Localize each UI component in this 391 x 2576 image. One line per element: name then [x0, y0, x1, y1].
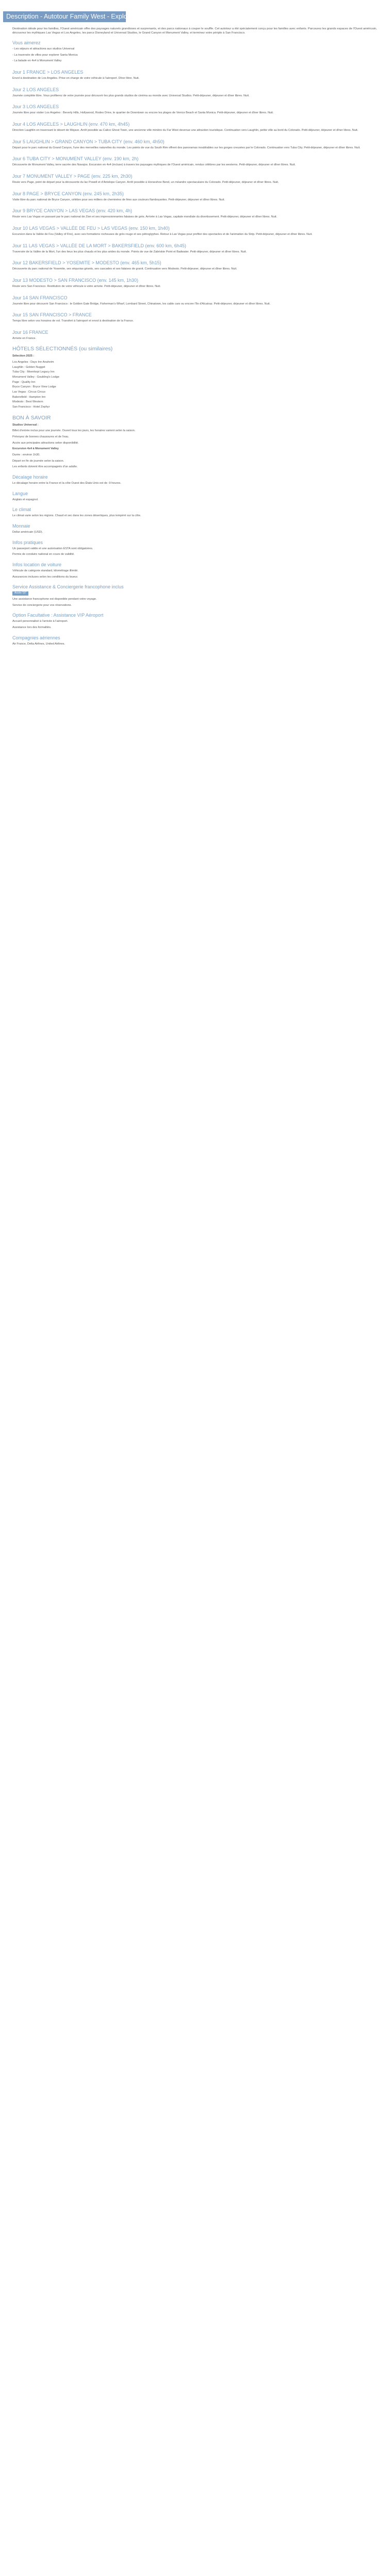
good-to-know-paragraph: Prévoyez de bonnes chaussures et de l'eau.: [12, 435, 69, 438]
day-text: Visite libre du parc national de Bryce Canyon, célèbre pour ses milliers de cheminées de fées aux couleurs flamboyantes. Petit-déjeuner, déjeuner et dîner libres. Nuit.: [12, 198, 225, 201]
day-text: Arrivée en France.: [12, 336, 37, 340]
good-to-know-paragraph: Accès aux principales attractions selon disponibilité.: [12, 441, 79, 445]
excursion-paragraph: Départ en fin de journée selon la saison.: [12, 459, 64, 463]
assistance-paragraph: Une assistance francophone est disponible pendant votre voyage.: [12, 597, 97, 601]
day-text: Départ pour le parc national du Grand Canyon, l'une des merveilles naturelles du monde. Les points de vue du South Rim offrent des panoramas inoubliables sur les gorges creusées par le Colorado. Continuation vers Tuba City. Petit-déjeuner, déjeuner et dîner libres. Nuit.: [12, 146, 361, 149]
vip-option-heading: Option Facultative : Assistance VIP Aéroport: [12, 613, 104, 618]
excursion-paragraph: Durée : environ 1h30.: [12, 453, 40, 456]
hotel-item: Las Vegas : Circus Circus: [12, 391, 46, 394]
day-text: Route vers Page, point de départ pour la découverte du lac Powell et d'Antelope Canyon. Arrêt possible à Horseshoe Bend, un méandre spectaculaire du Colorado. Petit-déjeuner, déjeuner et dîner libres. Nuit.: [12, 180, 279, 184]
hotel-item: Los Angeles : Days Inn Anaheim: [12, 361, 54, 364]
climate-text: Le climat varie selon les régions. Chaud et sec dans les zones désertiques, plus tempéré sur la côte.: [12, 514, 141, 518]
hotel-item: Monument Valley : Goulding's Lodge: [12, 376, 59, 379]
day-title: Jour 8 PAGE > BRYCE CANYON (env. 245 km, 2h35): [12, 191, 124, 196]
day-title: Jour 1 FRANCE > LOS ANGELES: [12, 69, 84, 75]
hotel-item: Bakersfield : Hampton Inn: [12, 395, 46, 399]
page-title: Description - Autotour Family West - Explorateur - STD - 16J/14N: [6, 13, 192, 20]
vip-option-paragraph: Accueil personnalisé à l'arrivée à l'aéroport.: [12, 620, 68, 623]
hotels-subtitle: Sélection 2025 :: [12, 354, 35, 358]
day-text: Découverte de Monument Valley, terre sacrée des Navajos. Excursion en 4x4 (incluse) à travers les paysages mythiques de l'Ouest américain, rendus célèbres par les westerns. Petit-déjeuner, déjeuner et dîner libres. Nuit.: [12, 163, 296, 167]
day-text: Excursion dans la Vallée de Feu (Valley of Fire), avec ses formations rocheuses de grès rouge et ses pétroglyphes. Retour à Las Vegas pour profiter des spectacles et de l'animation du Strip. Petit-déjeuner, déjeuner et dîner libres. Nuit.: [12, 232, 313, 236]
hotel-item: Laughlin : Golden Nugget: [12, 365, 45, 369]
hotel-item: San Francisco : Hotel Zephyr: [12, 405, 50, 409]
highlights-heading: Vous aimerez: [12, 40, 41, 45]
hotel-item: Modesto : Best Western: [12, 400, 43, 404]
day-text: Temps libre selon vos horaires de vol. Transfert à l'aéroport et envol à destination de la France.: [12, 319, 134, 323]
language-text: Anglais et espagnol.: [12, 498, 39, 501]
day-title: Jour 15 SAN FRANCISCO > FRANCE: [12, 312, 92, 318]
practical-info-paragraph: Permis de conduire national en cours de validité.: [12, 553, 75, 556]
description-content: [12, 27, 380, 648]
hotels-heading: HÔTELS SÉLECTIONNÉS (ou similaires): [12, 346, 113, 352]
intro-text: Destination idéale pour les familles, l'Ouest américain offre des paysages naturels grandioses et surprenants, et des parcs nationaux à couper le souffle. Cet autotour a été spécialement conçu pour les familles avec enfants. Parcourez les grands espaces de l'Ouest américain, découvrez les mythiques Las Vegas et Los Angeles, les parcs Disneyland et Universal Studios, le Grand Canyon et Monument Valley, et terminez votre périple à San Francisco.: [12, 27, 377, 35]
day-text: Route vers San Francisco. Restitution de votre véhicule à votre arrivée. Petit-déjeuner, déjeuner et dîner libres. Nuit.: [12, 284, 161, 288]
currency-heading: Monnaie: [12, 523, 30, 529]
hotel-item: Page : Quality Inn: [12, 380, 36, 384]
day-title: Jour 2 LOS ANGELES: [12, 87, 59, 92]
airlines-heading: Compagnies aériennes: [12, 635, 60, 640]
assistance-heading: Service Assistance & Conciergerie francophone inclus: [12, 584, 124, 590]
highlight-item: - La balade en 4x4 à Monument Valley: [12, 59, 62, 63]
day-title: Jour 3 LOS ANGELES: [12, 104, 59, 110]
timezone-text: Le décalage horaire entre la France et la côte Ouest des États-Unis est de -9 heures.: [12, 481, 121, 485]
good-to-know-paragraph: Billet d'entrée inclus pour une journée. Ouvert tous les jours, les horaires varient selon la saison.: [12, 429, 136, 433]
assistance-paragraph: Service de conciergerie pour vos réservations.: [12, 603, 72, 607]
airlines-text: Air France, Delta Airlines, United Airlines.: [12, 642, 65, 646]
timezone-heading: Décalage horaire: [12, 474, 48, 480]
car-rental-paragraph: Véhicule de catégorie standard, kilométrage illimité.: [12, 569, 78, 572]
good-to-know-heading: BON À SAVOIR: [12, 414, 51, 421]
vip-option-paragraph: Assistance lors des formalités.: [12, 625, 52, 629]
day-title: Jour 4 LOS ANGELES > LAUGHLIN (env. 470 km, 4h45): [12, 121, 130, 127]
day-title: Jour 14 SAN FRANCISCO: [12, 295, 68, 300]
day-text: Découverte du parc national de Yosemite, ses séquoias géants, ses cascades et ses falaises de granit. Continuation vers Modesto. Petit-déjeuner, déjeuner et dîner libres. Nuit.: [12, 267, 237, 271]
car-rental-paragraph: Assurances incluses selon les conditions du loueur.: [12, 575, 78, 579]
good-to-know-subtitle: Studios Universal :: [12, 423, 39, 427]
practical-info-heading: Infos pratiques: [12, 539, 43, 545]
language-heading: Langue: [12, 490, 28, 496]
day-title: Jour 7 MONUMENT VALLEY > PAGE (env. 225 km, 2h30): [12, 173, 133, 179]
day-text: Journée libre pour découvrir San Francisco : le Golden Gate Bridge, Fisherman's Wharf, Lombard Street, Chinatown, les cable cars ou encore l'île d'Alcatraz. Petit-déjeuner, déjeuner et dîner libres. Nuit.: [12, 302, 271, 306]
hotel-item: Tuba City : Moenkopi Legacy Inn: [12, 370, 55, 374]
day-title: Jour 9 BRYCE CANYON > LAS VEGAS (env. 420 km, 4h): [12, 208, 133, 214]
day-text: Journée libre pour visiter Los Angeles : Beverly Hills, Hollywood, Rodeo Drive, le quartier de Downtown ou encore les plages de Venice Beach et Santa Monica. Petit-déjeuner, déjeuner et dîner libres. Nuit.: [12, 111, 274, 115]
hotel-item: Bryce Canyon : Bryce View Lodge: [12, 385, 56, 389]
day-title: Jour 13 MODESTO > SAN FRANCISCO (env. 145 km, 1h30): [12, 277, 138, 283]
day-text: Journée complète libre. Vous profiterez de votre journée pour découvrir les plus grands studios de cinéma au monde avec Universal Studios. Petit-déjeuner, déjeuner et dîner libres. Nuit.: [12, 94, 250, 97]
excursion-paragraph: Les enfants doivent être accompagnés d'un adulte.: [12, 465, 78, 469]
practical-info-paragraph: Un passeport valide et une autorisation ESTA sont obligatoires.: [12, 547, 93, 550]
title-banner: [3, 11, 192, 22]
day-title: Jour 5 LAUGHLIN > GRAND CANYON > TUBA CITY (env. 460 km, 4h50): [12, 139, 165, 144]
excursion-heading: Excursion 4x4 à Monument Valley: [12, 447, 59, 451]
car-rental-heading: Infos location de voiture: [12, 562, 62, 567]
day-text: Envol à destination de Los Angeles. Prise en charge de votre véhicule à l'aéroport. Dîner libre. Nuit.: [12, 76, 140, 80]
day-title: Jour 10 LAS VEGAS > VALLÉE DE FEU > LAS VEGAS (env. 150 km, 1h40): [12, 225, 170, 231]
assistance-badge: Accès 7j/7: [12, 591, 28, 596]
day-title: Jour 6 TUBA CITY > MONUMENT VALLEY (env. 190 km, 2h): [12, 156, 139, 162]
day-title: Jour 16 FRANCE: [12, 329, 48, 335]
day-title: Jour 11 LAS VEGAS > VALLÉE DE LA MORT > BAKERSFIELD (env. 600 km, 6h45): [12, 243, 186, 248]
day-text: Route vers Las Vegas en passant par le parc national de Zion et ses impressionnantes falaises de grès. Arrivée à Las Vegas, capitale mondiale du divertissement. Petit-déjeuner, déjeuner et dîner libres. Nuit.: [12, 215, 278, 219]
currency-text: Dollar américain (USD).: [12, 530, 43, 534]
day-text: Traversée de la Vallée de la Mort, l'un des lieux les plus chauds et les plus arides du monde. Points de vue de Zabriskie Point et Badwater. Petit-déjeuner, déjeuner et dîner libres. Nuit.: [12, 250, 247, 253]
day-text: Direction Laughlin en traversant le désert de Mojave. Arrêt possible au Calico Ghost Town, une ancienne ville minière du Far West devenue une attraction touristique. Continuation vers Laughlin, petite ville au bord du Colorado. Petit-déjeuner, déjeuner et dîner libres. Nuit.: [12, 128, 359, 132]
highlight-item: - La traversée de villes pour explorer Santa Monica: [12, 53, 78, 57]
highlight-item: - Les séjours et attractions aux studios Universal: [12, 47, 75, 50]
climate-heading: Le climat: [12, 507, 31, 513]
day-title: Jour 12 BAKERSFIELD > YOSEMITE > MODESTO (env. 465 km, 5h15): [12, 260, 161, 266]
